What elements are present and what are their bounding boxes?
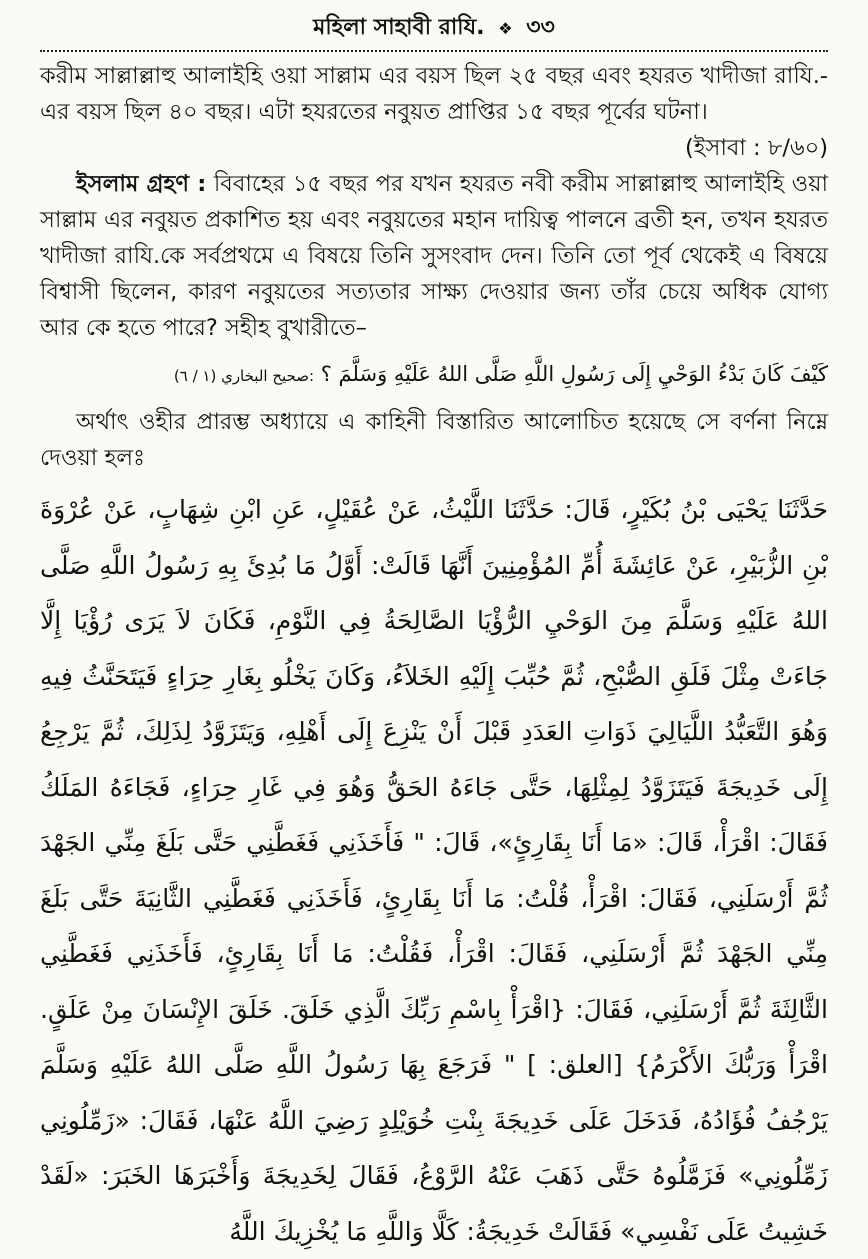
islam-section-paragraph [40, 166, 828, 346]
ornament-icon: ❖ [498, 19, 513, 38]
explanation-block [40, 404, 828, 476]
arabic-chapter-text: كَيْفَ كَانَ بَدْءُ الوَحْيِ إِلَى رَسُولِ اللَّهِ صَلَّى اللهُ عَلَيْهِ وَسَلَّمَ ؟ [320, 362, 828, 386]
arabic-chapter-reference: :صحيح البخاري (١ / ٦) [173, 367, 315, 385]
page-header [40, 0, 828, 46]
arabic-hadith-block [40, 482, 828, 1259]
intro-reference: (ইসাবা : ৮/৬০) [684, 135, 828, 161]
bengali-body [40, 58, 828, 346]
intro-paragraph: করীম সাল্লাল্লাহু আলাইহি ওয়া সাল্লাম এর বয়স ছিল ২৫ বছর এবং হযরত খাদীজা রাযি.-এর বয়স ছিল ৪০ বছর। এটা হযরতের নবুয়ত প্রাপ্তির ১৫ বছর পূর্বের ঘটনা। [40, 63, 828, 125]
header-divider [40, 50, 828, 52]
arabic-chapter-title [40, 352, 828, 398]
page-number: ৩৩ [526, 15, 555, 40]
section-heading: ইসলাম গ্রহণ : [76, 171, 207, 197]
arabic-hadith-text: حَدَّثَنَا يَحْيَى بْنُ بُكَيْرٍ، قَالَ: حَدَّثَنَا اللَّيْثُ، عَنْ عُقَيْلٍ، عَنِ ابْنِ شِهَابٍ، عَنْ عُرْوَةَ بْنِ الزُّبَيْرِ، عَنْ عَائِشَةَ أُمِّ المُؤْمِنِينَ أَنَّهَا قَالَتْ: أَوَّلُ مَا بُدِئَ بِهِ رَسُولُ اللَّهِ صَلَّى اللهُ عَلَيْهِ وَسَلَّمَ مِنَ الوَحْيِ الرُّؤْيَا الصَّالِحَةُ فِي النَّوْمِ، فَكَانَ لاَ يَرَى رُؤْيَا إِلَّا جَاءَتْ مِثْلَ فَلَقِ الصُّبْحِ، ثُمَّ حُبِّبَ إِلَيْهِ الخَلاَءُ، وَكَانَ يَخْلُو بِغَارِ حِرَاءٍ فَيَتَحَنَّثُ فِيهِ وَهُوَ التَّعَبُّدُ اللَّيَالِيَ ذَوَاتِ العَدَدِ قَبْلَ أَنْ يَنْزِعَ إِلَى أَهْلِهِ، وَيَتَزَوَّدُ لِذَلِكَ، ثُمَّ يَرْجِعُ إِلَى خَدِيجَةَ فَيَتَزَوَّدُ لِمِثْلِهَا، حَتَّى جَاءَهُ الحَقُّ وَهُوَ فِي غَارِ حِرَاءٍ، فَجَاءَهُ المَلَكُ فَقَالَ: اقْرَأْ، قَالَ: «مَا أَنَا بِقَارِئٍ»، قَالَ: " فَأَخَذَنِي فَغَطَّنِي حَتَّى بَلَغَ مِنِّي الجَهْدَ ثُمَّ أَرْسَلَنِي، فَقَالَ: اقْرَأْ، قُلْتُ: مَا أَنَا بِقَارِئٍ، فَأَخَذَنِي فَغَطَّنِي الثَّانِيَةَ حَتَّى بَلَغَ مِنِّي الجَهْدَ ثُمَّ أَرْسَلَنِي، فَقَالَ: اقْرَأْ، فَقُلْتُ: مَا أَنَا بِقَارِئٍ، فَأَخَذَنِي فَغَطَّنِي الثَّالِثَةَ ثُمَّ أَرْسَلَنِي، فَقَالَ: {اقْرَأْ بِاسْمِ رَبِّكَ الَّذِي خَلَقَ. خَلَقَ الإِنْسَانَ مِنْ عَلَقٍ. اقْرَأْ وَرَبُّكَ الأَكْرَمُ} [العلق: ] " فَرَجَعَ بِهَا رَسُولُ اللَّهِ صَلَّى اللهُ عَلَيْهِ وَسَلَّمَ يَرْجُفُ فُؤَادُهُ، فَدَخَلَ عَلَى خَدِيجَةَ بِنْتِ خُوَيْلِدٍ رَضِيَ اللَّهُ عَنْهَا، فَقَالَ: «زَمِّلُونِي زَمِّلُونِي» فَزَمَّلُوهُ حَتَّى ذَهَبَ عَنْهُ الرَّوْعُ، فَقَالَ لِخَدِيجَةَ وَأَخْبَرَهَا الخَبَرَ: «لَقَدْ خَشِيتُ عَلَى نَفْسِي» فَقَالَتْ خَدِيجَةُ: كَلَّا وَاللَّهِ مَا يُخْزِيكَ اللَّهُ [40, 495, 828, 1246]
running-title: মহিলা সাহাবী রাযি. [313, 15, 485, 40]
section-text: বিবাহের ১৫ বছর পর যখন হযরত নবী করীম সাল্লাল্লাহু আলাইহি ওয়া সাল্লাম এর নবুয়ত প্রকাশিত হয় এবং নবুয়তের মহান দায়িত্ব পালনে ব্রতী হন, তখন হযরত খাদীজা রাযি.কে সর্বপ্রথমে এ বিষয়ে তিনি সুসংবাদ দেন। তিনি তো পূর্ব থেকেই এ বিষয়ে বিশ্বাসী ছিলেন, কারণ নবুয়তের সত্যতার সাক্ষ্য দেওয়ার জন্য তাঁর চেয়ে অধিক যোগ্য আর কে হতে পারে? সহীহ বুখারীতে– [40, 171, 828, 341]
explanation-paragraph: অর্থাৎ ওহীর প্রারম্ভ অধ্যায়ে এ কাহিনী বিস্তারিত আলোচিত হয়েছে সে বর্ণনা নিম্নে দেওয়া হলঃ [40, 409, 828, 471]
